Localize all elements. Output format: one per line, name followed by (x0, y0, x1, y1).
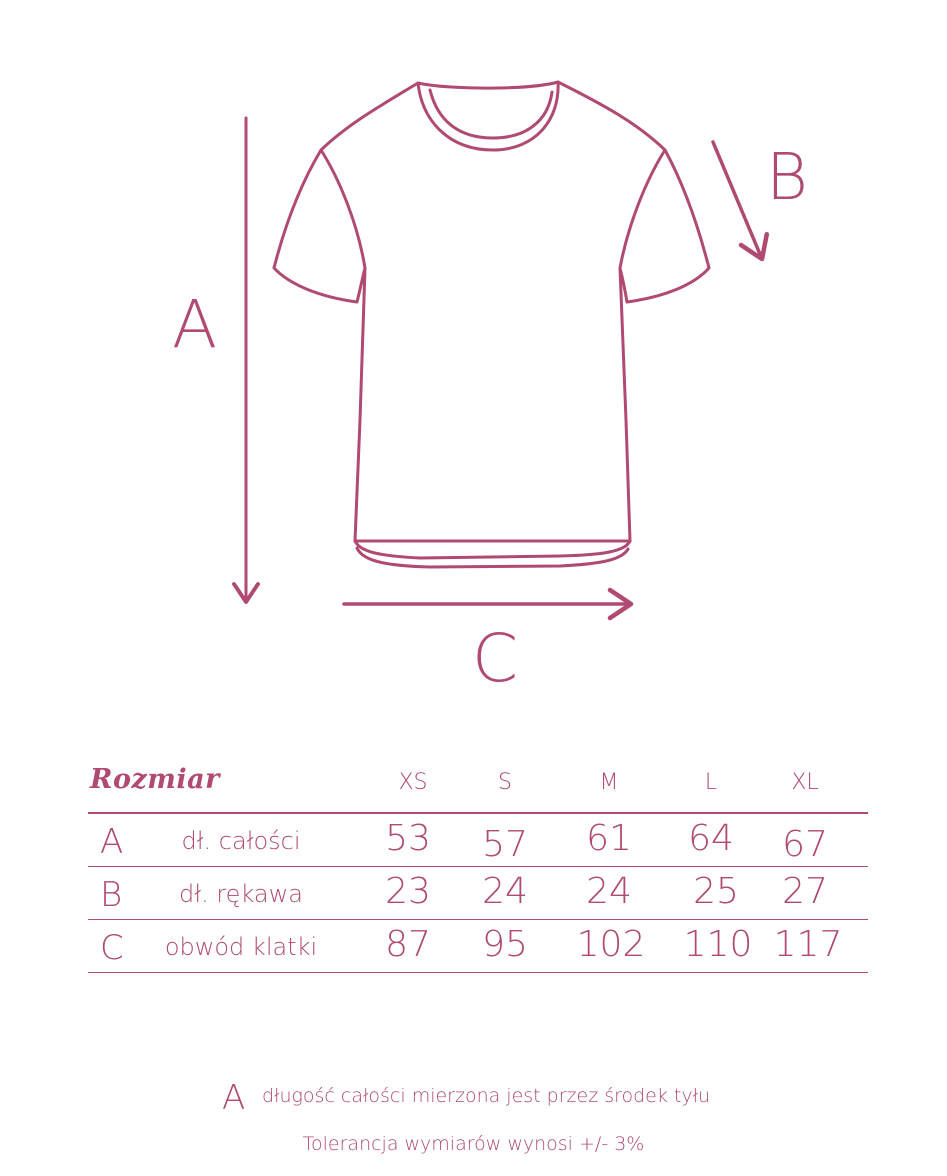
row-letter: B (100, 875, 123, 915)
cell-value: 23 (385, 871, 431, 912)
arrow-b (713, 142, 762, 259)
table-row (88, 814, 868, 867)
size-header-m: M (599, 770, 619, 795)
measurement-note (222, 1078, 822, 1118)
table-row (88, 920, 868, 973)
cell-value: 61 (586, 818, 632, 859)
row-letter: A (100, 822, 124, 862)
dimension-label-a: A (172, 286, 218, 363)
note-text: długość całości mierzona jest przez środek tyłu (262, 1085, 711, 1107)
cell-value: 95 (482, 924, 528, 965)
dimension-label-c: C (472, 620, 519, 697)
tolerance-note: Tolerancja wymiarów wynosi +/- 3% (302, 1133, 645, 1155)
row-label: dł. całości (181, 827, 301, 855)
cell-value: 53 (385, 818, 431, 859)
cell-value: 24 (586, 871, 632, 912)
cell-value: 64 (688, 818, 734, 859)
row-label: dł. rękawa (179, 880, 303, 908)
size-header-s: S (498, 770, 512, 795)
cell-value: 57 (482, 824, 528, 865)
note-letter: A (222, 1078, 246, 1118)
size-header-xs: XS (398, 770, 428, 795)
cell-value: 110 (683, 924, 753, 965)
cell-value: 24 (482, 871, 528, 912)
cell-value: 117 (773, 924, 843, 965)
dimension-label-b: B (766, 141, 808, 215)
size-table (88, 760, 868, 973)
cell-value: 27 (782, 871, 828, 912)
cell-value: 25 (693, 871, 739, 912)
tshirt-outline (274, 82, 709, 567)
row-label: obwód klatki (164, 933, 318, 961)
cell-value: 87 (385, 924, 431, 965)
table-row (88, 867, 868, 920)
cell-value: 102 (576, 924, 646, 965)
size-header-l: L (704, 770, 718, 795)
table-header (88, 760, 868, 814)
table-title: Rozmiar (90, 764, 220, 795)
cell-value: 67 (782, 824, 828, 865)
row-letter: C (100, 928, 124, 968)
size-header-xl: XL (791, 770, 819, 795)
